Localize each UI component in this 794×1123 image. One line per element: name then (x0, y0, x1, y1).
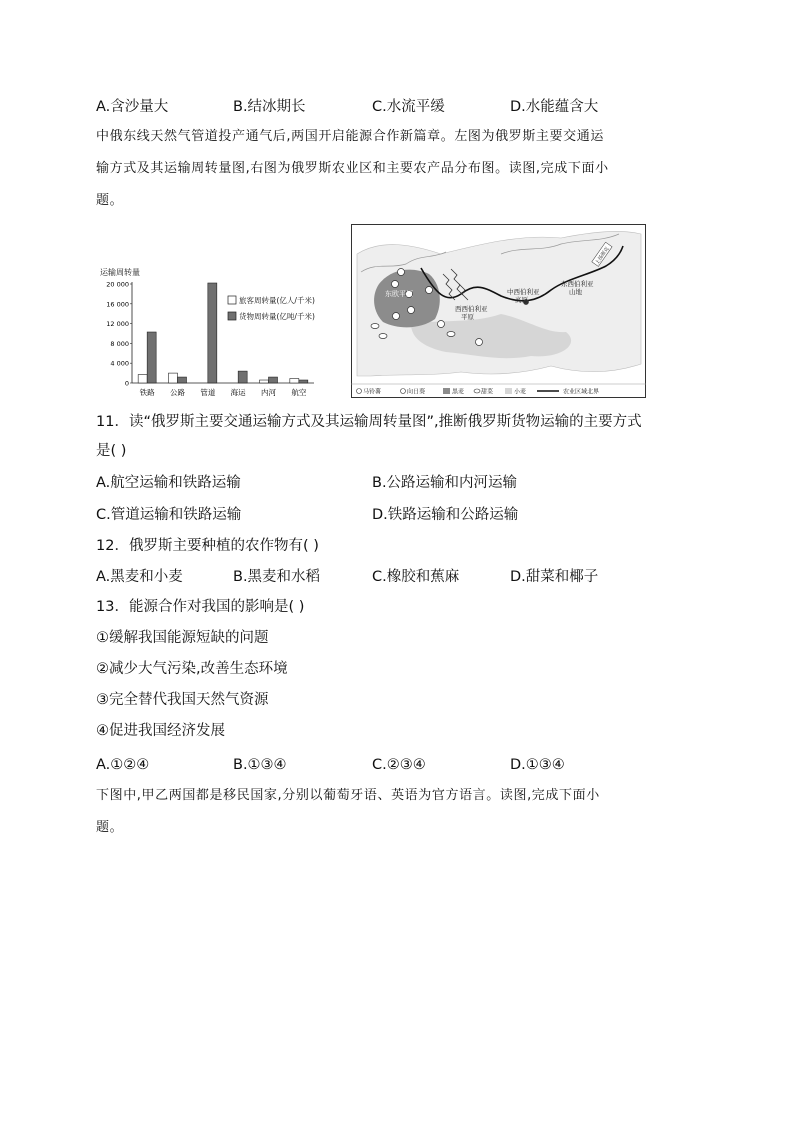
bar-freight (147, 332, 156, 383)
bar-passenger (138, 375, 147, 383)
bar-freight (178, 377, 187, 383)
intro1-line3: 题。 (96, 193, 124, 208)
west-siberia-line2: 平原 (461, 313, 474, 321)
legend-wheat: 小麦 (514, 388, 527, 396)
legend-label-passenger: 旅客周转量(亿人/千米) (239, 296, 315, 305)
chart-legend (228, 295, 315, 321)
transport-bar-chart (96, 262, 346, 402)
intro2-line1: 下图中,甲乙两国都是移民国家,分别以葡萄牙语、英语为官方语言。读图,完成下面小 (96, 788, 600, 803)
central-siberia-line1: 中西伯利亚 (507, 288, 540, 296)
legend-swatch-passenger (228, 296, 236, 304)
q11-option-a: A.航空运输和铁路运输 (96, 475, 241, 491)
q13-stem: 13．能源合作对我国的影响是( ) (96, 599, 305, 615)
q11-stem-line2: 是( ) (96, 443, 127, 459)
q11-option-d: D.铁路运输和公路运输 (372, 507, 519, 523)
y-tick-label: 20 000 (106, 280, 129, 289)
prev-option-a: A.含沙量大 (96, 99, 169, 115)
legend-boundary: 农业区域北界 (563, 388, 600, 396)
chart-ylabel: 运输周转量 (100, 268, 140, 277)
y-tick-label: 16 000 (106, 300, 129, 309)
q11-option-c: C.管道运输和铁路运输 (96, 507, 242, 523)
legend-label-freight: 货物周转量(亿吨/千米) (239, 312, 315, 321)
y-tick-label: 8 000 (110, 339, 129, 348)
intro1-line2: 输方式及其运输周转量图,右图为俄罗斯农业区和主要农产品分布图。读图,完成下面小 (96, 161, 609, 176)
x-tick-label: 海运 (230, 388, 246, 397)
central-siberia-line2: 高原 (515, 296, 528, 304)
legend-swatch-freight (228, 312, 236, 320)
x-tick-label: 航空 (291, 388, 307, 397)
q12-option-a: A.黑麦和小麦 (96, 569, 183, 585)
bar-passenger (260, 380, 269, 383)
q13-item-3: ③完全替代我国天然气资源 (96, 692, 269, 708)
q13-option-d: D.①③④ (510, 757, 565, 773)
x-tick-label: 铁路 (139, 388, 155, 397)
x-tick-label: 内河 (261, 388, 276, 397)
beet-icon (474, 389, 480, 393)
bar-freight (299, 380, 308, 383)
q13-item-4: ④促进我国经济发展 (96, 723, 225, 739)
west-siberia-line1: 西西伯利亚 (455, 305, 488, 313)
east-siberia-line2: 山地 (569, 288, 582, 296)
sunflower-icon (401, 389, 406, 394)
q13-option-a: A.①②④ (96, 757, 150, 773)
legend-potato: 马铃薯 (363, 388, 382, 396)
q11-option-b: B.公路运输和内河运输 (372, 475, 518, 491)
potato-icon (357, 389, 362, 394)
q13-item-2: ②减少大气污染,改善生态环境 (96, 661, 288, 677)
q12-option-c: C.橡胶和蕉麻 (372, 569, 460, 585)
intro2-line2: 题。 (96, 820, 124, 835)
prev-option-d: D.水能蕴含大 (510, 99, 599, 115)
x-tick-label: 管道 (200, 388, 216, 397)
bar-passenger (169, 373, 178, 383)
bar-freight (208, 283, 217, 383)
q12-stem: 12．俄罗斯主要种植的农作物有( ) (96, 538, 319, 554)
map-label-east-europe: 东欧平原 (385, 290, 413, 298)
q12-option-d: D.甜菜和椰子 (510, 569, 599, 585)
bar-freight (238, 371, 247, 383)
prev-option-c: C.水流平缓 (372, 99, 445, 115)
russia-agriculture-map (351, 224, 646, 398)
east-siberia-line1: 东西伯利亚 (561, 280, 594, 288)
y-tick-label: 12 000 (106, 320, 129, 329)
legend-sunflower: 向日葵 (407, 388, 426, 396)
legend-beet: 甜菜 (481, 388, 494, 396)
prev-option-b: B.结冰期长 (233, 99, 306, 115)
bar-freight (269, 377, 278, 383)
q11-stem-line1: 11．读“俄罗斯主要交通运输方式及其运输周转量图”,推断俄罗斯货物运输的主要方式 (96, 414, 642, 430)
intro1-line1: 中俄东线天然气管道投产通气后,两国开启能源合作新篇章。左图为俄罗斯主要交通运 (96, 129, 604, 144)
legend-rye: 黑麦 (452, 388, 465, 396)
rye-swatch (443, 388, 450, 394)
x-tick-label: 公路 (170, 388, 185, 397)
y-tick-label: 4 000 (110, 359, 129, 368)
q13-option-c: C.②③④ (372, 757, 426, 773)
q13-option-b: B.①③④ (233, 757, 287, 773)
y-tick-label: 0 (124, 379, 129, 388)
q13-item-1: ①缓解我国能源短缺的问题 (96, 630, 269, 646)
bar-passenger (290, 379, 299, 383)
map-label-verkhoyansk: 上扬斯克 (594, 246, 611, 266)
wheat-swatch (505, 388, 512, 394)
q12-option-b: B.黑麦和水稻 (233, 569, 321, 585)
